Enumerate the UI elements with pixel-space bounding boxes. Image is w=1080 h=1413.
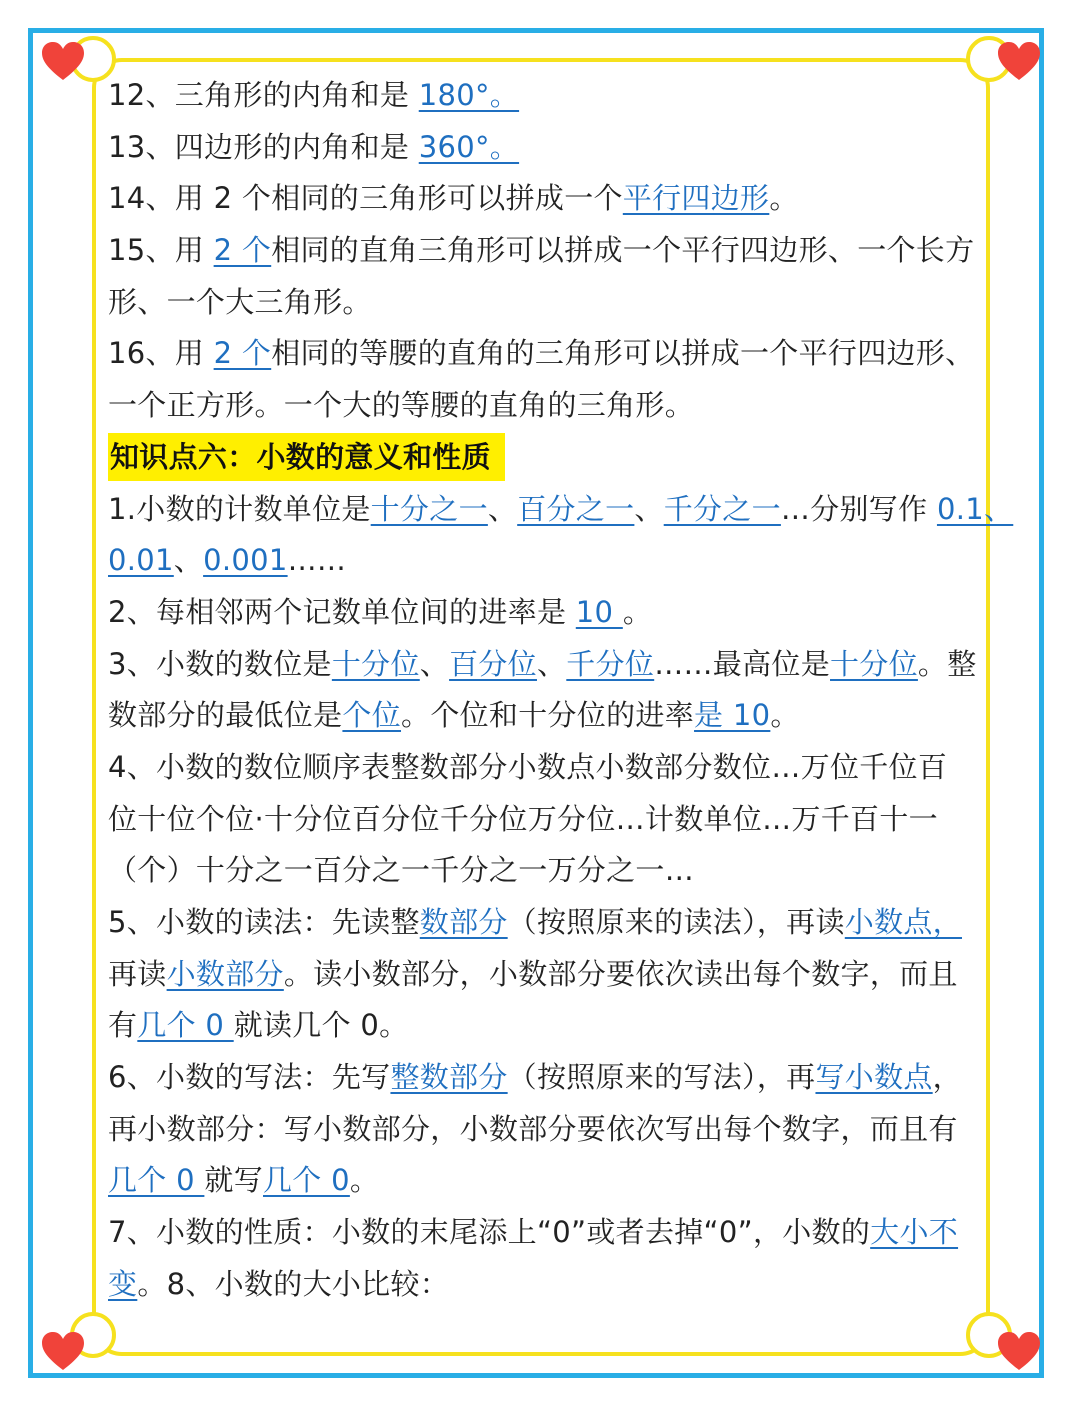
answer-text: 2 个 xyxy=(213,336,272,371)
answer-text: 180°。 xyxy=(418,78,520,112)
answer-text: 大小不 xyxy=(870,1215,959,1250)
text-line xyxy=(108,1052,978,1104)
text-line xyxy=(108,70,978,122)
text-line xyxy=(108,794,978,846)
heart-icon xyxy=(996,40,1042,82)
body-text: 16、用 xyxy=(108,336,214,371)
text-line xyxy=(108,587,978,639)
text-line xyxy=(108,173,978,225)
text-line xyxy=(108,1155,978,1207)
text-line xyxy=(108,742,978,794)
text-line xyxy=(108,225,978,277)
text-line xyxy=(108,690,978,742)
text-line xyxy=(108,897,978,949)
body-text: 一个正方形。一个大的等腰的直角的三角形。 xyxy=(108,388,695,423)
answer-text: 几个 0 xyxy=(263,1163,350,1198)
body-text: 13、四边形的内角和是 xyxy=(108,129,419,164)
heart-icon xyxy=(996,1330,1042,1372)
notes-content xyxy=(108,70,1014,1311)
text-line xyxy=(108,1207,978,1259)
answer-text: 平行四边形 xyxy=(622,181,770,216)
answer-text: 几个 0 xyxy=(108,1163,205,1198)
body-text: 3、小数的数位是 xyxy=(108,646,332,681)
answer-text: 0.001 xyxy=(203,543,288,578)
answer-text: 变 xyxy=(108,1266,138,1301)
answer-text: 几个 0 xyxy=(137,1008,234,1043)
body-text: 有 xyxy=(108,1008,138,1043)
text-line xyxy=(108,277,978,329)
answer-text: 十分位 xyxy=(830,646,918,681)
section-heading: 知识点六：小数的意义和性质 xyxy=(108,433,505,481)
answer-text: 个位 xyxy=(342,698,402,733)
text-line xyxy=(108,1259,978,1311)
text-line xyxy=(108,1000,978,1052)
text-line xyxy=(108,328,978,380)
answer-text: 百分之一 xyxy=(517,491,635,526)
body-text: （个）十分之一百分之一千分之一万分之一… xyxy=(108,853,695,888)
text-line xyxy=(108,380,978,432)
answer-text: 0.01 xyxy=(108,543,174,578)
answer-text: 是 10 xyxy=(694,698,771,733)
text-line xyxy=(108,484,1014,536)
body-text: 15、用 xyxy=(108,233,214,268)
answer-text: 360°。 xyxy=(418,129,520,164)
body-text: （按照原来的读法），再读 xyxy=(507,905,845,939)
body-text: 位十位个位·十分位百分位千分位万分位…计数单位…万千百十一 xyxy=(108,801,938,836)
body-text: 、 xyxy=(173,543,204,578)
answer-text: 写小数点 xyxy=(815,1060,933,1095)
body-text: 。个位和十分位的进率 xyxy=(401,698,695,733)
body-text: 14、用 2 个相同的三角形可以拼成一个 xyxy=(108,181,623,216)
answer-text: 千分之一 xyxy=(663,491,781,526)
body-text: 。整 xyxy=(917,646,977,681)
body-text: 12、三角形的内角和是 xyxy=(108,78,419,112)
heart-icon xyxy=(40,1330,86,1372)
body-text: 就写 xyxy=(204,1163,263,1198)
answer-text: 整数部分 xyxy=(390,1060,508,1095)
text-line xyxy=(108,845,978,897)
answer-text: 千分位 xyxy=(566,646,655,681)
body-text: 、 xyxy=(634,491,664,526)
body-text: 再小数部分：写小数部分，小数部分要依次写出每个数字，而且有 xyxy=(108,1111,958,1146)
body-text: 数部分的最低位是 xyxy=(108,698,343,733)
text-line xyxy=(108,1104,978,1156)
body-text: 5、小数的读法：先读整 xyxy=(108,905,420,939)
body-text: 再读 xyxy=(108,956,167,991)
text-line xyxy=(108,639,978,691)
body-text: 、 xyxy=(487,491,518,526)
body-text: 6、小数的写法：先写 xyxy=(108,1060,391,1095)
answer-text: 十分之一 xyxy=(370,491,488,526)
answer-text: 小数部分 xyxy=(166,956,284,991)
body-text: 就读几个 0。 xyxy=(233,1008,409,1043)
body-text: …… xyxy=(287,543,347,578)
body-text: 2、每相邻两个记数单位间的进率是 xyxy=(108,594,576,629)
body-text: 。读小数部分，小数部分要依次读出每个数字，而且 xyxy=(283,956,958,991)
answer-text: 数部分 xyxy=(419,905,508,939)
answer-text: 小数点， xyxy=(844,905,962,939)
body-text: 。 xyxy=(769,181,799,216)
body-text: ……最高位是 xyxy=(654,646,831,681)
body-text: 1.小数的计数单位是 xyxy=(108,491,371,526)
body-text: ， xyxy=(932,1060,962,1095)
text-line xyxy=(108,535,978,587)
text-line xyxy=(108,949,978,1001)
text-line xyxy=(108,432,978,484)
heart-icon xyxy=(40,40,86,82)
text-line xyxy=(108,122,978,174)
answer-text: 10 xyxy=(575,594,623,629)
body-text: 7、小数的性质：小数的末尾添上“0”或者去掉“0”，小数的 xyxy=(108,1215,871,1250)
body-text: 相同的等腰的直角的三角形可以拼成一个平行四边形、 xyxy=(271,336,975,371)
body-text: 、 xyxy=(419,646,450,681)
answer-text: 2 个 xyxy=(213,233,272,268)
body-text: 。 xyxy=(622,594,653,629)
body-text: 。8、小数的大小比较： xyxy=(137,1266,450,1301)
body-text: 。 xyxy=(770,698,800,733)
body-text: 。 xyxy=(349,1163,380,1198)
body-text: 形、一个大三角形。 xyxy=(108,284,372,319)
answer-text: 十分位 xyxy=(331,646,420,681)
body-text: 4、小数的数位顺序表整数部分小数点小数部分数位…万位千位百 xyxy=(108,749,948,784)
answer-text: 百分位 xyxy=(449,646,537,681)
body-text: 相同的直角三角形可以拼成一个平行四边形、一个长方 xyxy=(271,233,975,268)
body-text: …分别写作 xyxy=(780,491,937,526)
body-text: （按照原来的写法），再 xyxy=(507,1060,816,1095)
body-text: 、 xyxy=(536,646,567,681)
answer-text: 0.1、 xyxy=(936,491,1014,526)
